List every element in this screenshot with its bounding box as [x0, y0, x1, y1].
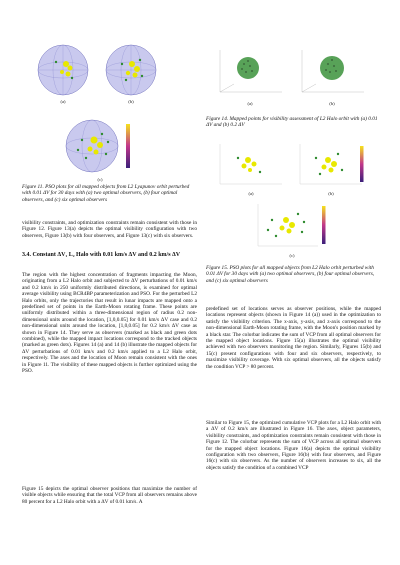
figure-11a: [32, 42, 94, 104]
figure-15-row-1: [214, 140, 368, 196]
figure-14a: [212, 44, 288, 106]
figure-11-row-1: [32, 42, 162, 104]
figure-11-row-2: [62, 116, 138, 182]
colorbar-11c: [126, 124, 130, 168]
pso-sphere-plot-11b: [100, 42, 162, 98]
figure-14-caption: Figure 14. Mapped points for visibility assessment of L2 Halo orbit with (a) 0.01 ΔV and (b) 0.2 ΔV: [206, 116, 378, 129]
pso-plot-15a: [214, 140, 288, 190]
pso-plot-15b: [294, 140, 368, 190]
colorbar-15c: [322, 206, 326, 244]
figure-11-caption: Figure 11. PSO plots for all mapped objects from L2 Lyapunov orbit perturbed with 0.01 ΔV for 30 days with (a) two optimal observers, (b) four optimal observers, and (c) six optimal observers: [22, 184, 190, 203]
figure-11b: [100, 42, 162, 104]
figure-15-row-2: [252, 200, 332, 258]
figure-15b: [294, 140, 368, 196]
right-paragraph-1: predefined set of locations serves as observer positions, while the mapped locations represent objects (shown in Figure 14 (a)) used in the optimization to satisfy the visibility criterion. The x-axis, y-axis, and z-axis correspond to the non-dimensional Earth-Moon rotating frame, with the Moon's position marked by a black star. The colorbar indicates the sum of VCP from all optimal observers for the mapped object locations. Figure 15(a) illustrates the optimal visibility achieved with two observers monitoring the region. Similarly, Figures 15(b) and 15(c) present configurations with four and six observers, respectively, to maximize visibility coverage. With six optimal observers, all the objects satisfy the condition VCP > 80 percent.: [206, 306, 381, 370]
right-paragraph-2: Similar to Figure 15, the optimized cumulative VCP plots for a L2 Halo orbit with a ΔV of 0.2 km/s are illustrated in Figure 16. The axes, object parameters, visibility constraints, and optimization constraints remain consistent with those in Figure 12. The colorbar represents the sum of VCP across all optimal observers for the mapped object locations. Figure 16(a) depicts the optimal visibility configuration with two observers, Figure 16(b) with four observers, and Figure 16(c) with six observers. As the number of observers increases to six, all the objects satisfy the condition of a combined VCP: [206, 420, 381, 471]
panel-label-11b: (b): [128, 99, 134, 104]
figure-15a: [214, 140, 288, 196]
mapped-points-plot-14b: [294, 44, 370, 100]
panel-label-11a: (a): [60, 99, 66, 104]
left-paragraph-bottom: Figure 15 depicts the optimal observer positions that maximize the number of visible objects while ensuring that the total VCP from all observers remains above 80 percent for a L2 Halo orbit with a ΔV of 0.01 km/s. A: [22, 486, 197, 505]
panel-label-15b: (b): [328, 191, 334, 196]
figure-15-caption: Figure 15. PSO plots for all mapped objects from L2 Halo orbit perturbed with 0.01 ΔV for 30 days with (a) two optimal observers, (b) four optimal observers, and (c) six optimal observers: [206, 265, 375, 284]
colorbar-15b: [360, 146, 364, 182]
left-paragraph-body: The region with the highest concentration of fragments impacting the Moon, originating from a L2 Halo orbit and subjected to ΔV perturbations of 0.01 km/s and 0.2 km/s in 250 uniformly distributed directions, is examined for optimal average visibility using BCR4BP parameterization and PSO. For the perturbed L2 Halo orbits, only the trajectories that result in lunar impacts are mapped onto a predefined set of points in the Earth-Moon rotating frame. These points are uniformly distributed within a three-dimensional region of radius 0.2 non-dimensional units around the location, [1,0,0.05] for 0.01 km/s ΔV case and 0.2 non-dimensional units around the location, [1,0,0.05] for 0.2 km/s ΔV case as shown in Figure 14. They serve as observers (marked as black and green dots combined), while the mapped impact locations correspond to the tracked objects (marked as green dots). Figures 14 (a) and 14 (b) illustrate the mapped objects for ΔV perturbations of 0.01 km/s and 0.2 km/s applied to a L2 Halo orbit, respectively. The axes and the location of Moon remain consistent with the ones in Figure 11. The visibility of these mapped objects is further optimized using the PSO.: [22, 272, 197, 375]
section-title: 3.4. Constant ΔV₁ L₂ Halo with 0.01 km/s ΔV and 0.2 km/s ΔV: [22, 252, 181, 258]
panel-label-14a: (a): [247, 101, 253, 106]
pso-sphere-plot-11a: [32, 42, 94, 98]
pso-plot-15c: [252, 200, 332, 252]
panel-label-15c: (c): [289, 253, 295, 258]
mapped-points-plot-14a: [212, 44, 288, 100]
figure-15c: [252, 200, 332, 258]
figure-14b: [294, 44, 370, 106]
figure-14-row: [212, 44, 370, 106]
figure-11c: [62, 116, 138, 182]
panel-label-11c: (c): [97, 177, 103, 182]
panel-label-14b: (b): [329, 101, 335, 106]
left-paragraph-top: visibility constraints, and optimization constraints remain consistent with those in Figure 12. Figure 13(a) depicts the optimal visibility configuration with two observers, Figure 13(b) with four observers, and Figure 13(c) with six observers.: [22, 220, 197, 239]
pso-sphere-plot-11c: [62, 116, 138, 176]
panel-label-15a: (a): [248, 191, 254, 196]
